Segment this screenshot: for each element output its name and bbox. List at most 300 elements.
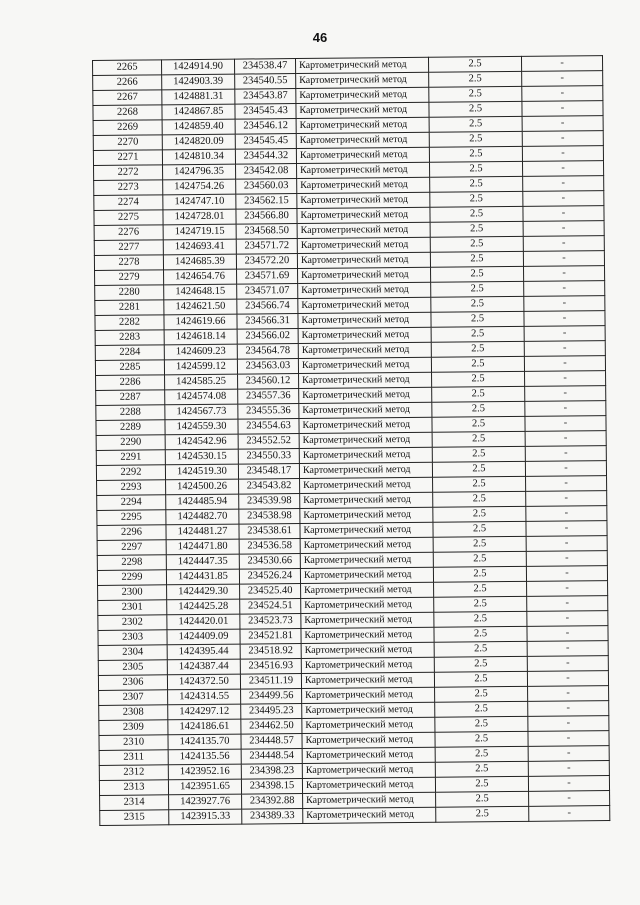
- accuracy-cell: 2.5: [430, 191, 523, 207]
- accuracy-cell: 2.5: [436, 806, 529, 822]
- accuracy-cell: 2.5: [435, 716, 528, 732]
- accuracy-cell: 2.5: [429, 131, 522, 147]
- accuracy-cell: 2.5: [435, 701, 528, 717]
- point-number-cell: 2285: [95, 360, 164, 376]
- extra-cell: -: [527, 626, 608, 642]
- x-coordinate-cell: 1424542.96: [165, 434, 238, 450]
- extra-cell: -: [526, 566, 607, 582]
- y-coordinate-cell: 234554.63: [238, 419, 299, 435]
- x-coordinate-cell: 1424881.31: [162, 89, 235, 105]
- method-cell: Картометрический метод: [296, 132, 429, 148]
- x-coordinate-cell: 1424482.70: [166, 509, 239, 525]
- y-coordinate-cell: 234526.24: [239, 569, 300, 585]
- accuracy-cell: 2.5: [429, 101, 522, 117]
- x-coordinate-cell: 1424719.15: [163, 224, 236, 240]
- extra-cell: -: [524, 326, 605, 342]
- x-coordinate-cell: 1424559.30: [165, 419, 238, 435]
- y-coordinate-cell: 234398.15: [241, 779, 302, 795]
- extra-cell: -: [521, 56, 602, 72]
- method-cell: Картометрический метод: [300, 507, 433, 523]
- x-coordinate-cell: 1424599.12: [164, 359, 237, 375]
- extra-cell: -: [528, 746, 609, 762]
- x-coordinate-cell: 1424519.30: [165, 464, 238, 480]
- extra-cell: -: [523, 251, 604, 267]
- point-number-cell: 2295: [97, 510, 166, 526]
- accuracy-cell: 2.5: [429, 71, 522, 87]
- x-coordinate-cell: 1424186.61: [168, 719, 241, 735]
- method-cell: Картометрический метод: [300, 567, 433, 583]
- accuracy-cell: 2.5: [435, 761, 528, 777]
- accuracy-cell: 2.5: [433, 476, 526, 492]
- accuracy-cell: 2.5: [434, 611, 527, 627]
- extra-cell: -: [522, 116, 603, 132]
- x-coordinate-cell: 1424395.44: [167, 644, 240, 660]
- extra-cell: -: [527, 611, 608, 627]
- method-cell: Картометрический метод: [302, 747, 435, 763]
- method-cell: Картометрический метод: [300, 522, 433, 538]
- point-number-cell: 2304: [98, 645, 167, 661]
- y-coordinate-cell: 234462.50: [241, 719, 302, 735]
- extra-cell: -: [527, 641, 608, 657]
- coordinates-table-wrap: [92, 55, 610, 826]
- accuracy-cell: 2.5: [431, 356, 524, 372]
- method-cell: Картометрический метод: [301, 627, 434, 643]
- extra-cell: -: [528, 731, 609, 747]
- y-coordinate-cell: 234543.82: [239, 479, 300, 495]
- accuracy-cell: 2.5: [430, 236, 523, 252]
- x-coordinate-cell: 1424425.28: [167, 599, 240, 615]
- accuracy-cell: 2.5: [429, 161, 522, 177]
- x-coordinate-cell: 1423927.76: [169, 794, 242, 810]
- y-coordinate-cell: 234538.98: [239, 509, 300, 525]
- method-cell: Картометрический метод: [298, 327, 431, 343]
- accuracy-cell: 2.5: [432, 371, 525, 387]
- point-number-cell: 2291: [96, 450, 165, 466]
- y-coordinate-cell: 234538.47: [234, 59, 295, 75]
- extra-cell: -: [523, 221, 604, 237]
- point-number-cell: 2281: [95, 300, 164, 316]
- x-coordinate-cell: 1424648.15: [164, 284, 237, 300]
- method-cell: Картометрический метод: [297, 177, 430, 193]
- accuracy-cell: 2.5: [430, 206, 523, 222]
- y-coordinate-cell: 234564.78: [237, 344, 298, 360]
- method-cell: Картометрический метод: [299, 417, 432, 433]
- extra-cell: -: [527, 596, 608, 612]
- point-number-cell: 2302: [98, 615, 167, 631]
- point-number-cell: 2286: [96, 375, 165, 391]
- extra-cell: -: [527, 581, 608, 597]
- point-number-cell: 2310: [99, 735, 168, 751]
- method-cell: Картометрический метод: [298, 282, 431, 298]
- y-coordinate-cell: 234566.80: [236, 209, 297, 225]
- extra-cell: -: [525, 371, 606, 387]
- method-cell: Картометрический метод: [296, 87, 429, 103]
- point-number-cell: 2292: [96, 465, 165, 481]
- extra-cell: -: [523, 191, 604, 207]
- extra-cell: -: [528, 686, 609, 702]
- method-cell: Картометрический метод: [297, 162, 430, 178]
- method-cell: Картометрический метод: [299, 447, 432, 463]
- extra-cell: -: [526, 536, 607, 552]
- x-coordinate-cell: 1424859.40: [162, 119, 235, 135]
- y-coordinate-cell: 234557.36: [238, 389, 299, 405]
- extra-cell: -: [524, 296, 605, 312]
- method-cell: Картометрический метод: [300, 477, 433, 493]
- x-coordinate-cell: 1424685.39: [163, 254, 236, 270]
- y-coordinate-cell: 234499.56: [241, 689, 302, 705]
- coordinates-table-body: [93, 56, 610, 826]
- method-cell: Картометрический метод: [298, 312, 431, 328]
- accuracy-cell: 2.5: [434, 671, 527, 687]
- accuracy-cell: 2.5: [431, 326, 524, 342]
- accuracy-cell: 2.5: [431, 341, 524, 357]
- method-cell: Картометрический метод: [298, 357, 431, 373]
- extra-cell: -: [524, 341, 605, 357]
- x-coordinate-cell: 1424481.27: [166, 524, 239, 540]
- accuracy-cell: 2.5: [429, 86, 522, 102]
- accuracy-cell: 2.5: [435, 776, 528, 792]
- point-number-cell: 2269: [93, 120, 162, 136]
- x-coordinate-cell: 1424387.44: [167, 659, 240, 675]
- point-number-cell: 2266: [93, 75, 162, 91]
- method-cell: Картометрический метод: [302, 777, 435, 793]
- y-coordinate-cell: 234560.03: [236, 179, 297, 195]
- x-coordinate-cell: 1424903.39: [162, 74, 235, 90]
- point-number-cell: 2298: [97, 555, 166, 571]
- accuracy-cell: 2.5: [433, 521, 526, 537]
- method-cell: Картометрический метод: [302, 717, 435, 733]
- extra-cell: -: [526, 551, 607, 567]
- extra-cell: -: [522, 146, 603, 162]
- x-coordinate-cell: 1424500.26: [166, 479, 239, 495]
- extra-cell: -: [522, 161, 603, 177]
- point-number-cell: 2300: [98, 585, 167, 601]
- accuracy-cell: 2.5: [433, 536, 526, 552]
- accuracy-cell: 2.5: [434, 596, 527, 612]
- accuracy-cell: 2.5: [432, 461, 525, 477]
- x-coordinate-cell: 1424485.94: [166, 494, 239, 510]
- extra-cell: -: [523, 176, 604, 192]
- extra-cell: -: [525, 461, 606, 477]
- y-coordinate-cell: 234538.61: [239, 524, 300, 540]
- y-coordinate-cell: 234518.92: [240, 644, 301, 660]
- y-coordinate-cell: 234448.57: [241, 734, 302, 750]
- point-number-cell: 2280: [95, 285, 164, 301]
- y-coordinate-cell: 234572.20: [236, 254, 297, 270]
- extra-cell: -: [525, 386, 606, 402]
- y-coordinate-cell: 234448.54: [241, 749, 302, 765]
- y-coordinate-cell: 234516.93: [240, 659, 301, 675]
- method-cell: Картометрический метод: [303, 792, 436, 808]
- x-coordinate-cell: 1424796.35: [163, 164, 236, 180]
- x-coordinate-cell: 1424447.35: [166, 554, 239, 570]
- x-coordinate-cell: 1424530.15: [165, 449, 238, 465]
- y-coordinate-cell: 234398.23: [241, 764, 302, 780]
- method-cell: Картометрический метод: [299, 402, 432, 418]
- extra-cell: -: [523, 206, 604, 222]
- point-number-cell: 2296: [97, 525, 166, 541]
- point-number-cell: 2294: [97, 495, 166, 511]
- extra-cell: -: [528, 761, 609, 777]
- x-coordinate-cell: 1424820.09: [162, 134, 235, 150]
- x-coordinate-cell: 1424914.90: [162, 59, 235, 75]
- method-cell: Картометрический метод: [301, 642, 434, 658]
- x-coordinate-cell: 1424574.08: [165, 389, 238, 405]
- accuracy-cell: 2.5: [431, 266, 524, 282]
- extra-cell: -: [525, 431, 606, 447]
- method-cell: Картометрический метод: [301, 582, 434, 598]
- y-coordinate-cell: 234562.15: [236, 194, 297, 210]
- y-coordinate-cell: 234548.17: [238, 464, 299, 480]
- accuracy-cell: 2.5: [436, 791, 529, 807]
- y-coordinate-cell: 234544.32: [235, 149, 296, 165]
- method-cell: Картометрический метод: [299, 432, 432, 448]
- extra-cell: -: [522, 101, 603, 117]
- coordinates-table: [92, 55, 610, 826]
- point-number-cell: 2311: [99, 750, 168, 766]
- extra-cell: -: [526, 491, 607, 507]
- accuracy-cell: 2.5: [430, 221, 523, 237]
- y-coordinate-cell: 234525.40: [240, 584, 301, 600]
- x-coordinate-cell: 1424867.85: [162, 104, 235, 120]
- accuracy-cell: 2.5: [432, 431, 525, 447]
- x-coordinate-cell: 1424471.80: [166, 539, 239, 555]
- y-coordinate-cell: 234389.33: [242, 809, 303, 825]
- point-number-cell: 2313: [99, 780, 168, 796]
- method-cell: Картометрический метод: [296, 72, 429, 88]
- y-coordinate-cell: 234540.55: [235, 74, 296, 90]
- method-cell: Картометрический метод: [299, 372, 432, 388]
- x-coordinate-cell: 1424654.76: [164, 269, 237, 285]
- method-cell: Картометрический метод: [297, 192, 430, 208]
- point-number-cell: 2273: [94, 180, 163, 196]
- method-cell: Картометрический метод: [297, 222, 430, 238]
- y-coordinate-cell: 234568.50: [236, 224, 297, 240]
- x-coordinate-cell: 1424420.01: [167, 614, 240, 630]
- accuracy-cell: 2.5: [435, 746, 528, 762]
- extra-cell: -: [526, 521, 607, 537]
- x-coordinate-cell: 1424618.14: [164, 329, 237, 345]
- point-number-cell: 2307: [99, 690, 168, 706]
- point-number-cell: 2303: [98, 630, 167, 646]
- accuracy-cell: 2.5: [432, 416, 525, 432]
- y-coordinate-cell: 234542.08: [236, 164, 297, 180]
- x-coordinate-cell: 1424431.85: [166, 569, 239, 585]
- method-cell: Картометрический метод: [298, 342, 431, 358]
- point-number-cell: 2265: [93, 60, 162, 76]
- x-coordinate-cell: 1424754.26: [163, 179, 236, 195]
- accuracy-cell: 2.5: [432, 386, 525, 402]
- point-number-cell: 2283: [95, 330, 164, 346]
- accuracy-cell: 2.5: [434, 656, 527, 672]
- x-coordinate-cell: 1424585.25: [165, 374, 238, 390]
- extra-cell: -: [524, 356, 605, 372]
- point-number-cell: 2287: [96, 390, 165, 406]
- point-number-cell: 2297: [97, 540, 166, 556]
- point-number-cell: 2293: [97, 480, 166, 496]
- point-number-cell: 2277: [94, 240, 163, 256]
- method-cell: Картометрический метод: [300, 492, 433, 508]
- x-coordinate-cell: 1424135.56: [168, 749, 241, 765]
- x-coordinate-cell: 1424314.55: [168, 689, 241, 705]
- y-coordinate-cell: 234563.03: [237, 359, 298, 375]
- method-cell: Картометрический метод: [302, 687, 435, 703]
- point-number-cell: 2278: [94, 255, 163, 271]
- x-coordinate-cell: 1424810.34: [162, 149, 235, 165]
- method-cell: Картометрический метод: [296, 117, 429, 133]
- accuracy-cell: 2.5: [432, 401, 525, 417]
- x-coordinate-cell: 1424747.10: [163, 194, 236, 210]
- method-cell: Картометрический метод: [299, 462, 432, 478]
- point-number-cell: 2288: [96, 405, 165, 421]
- method-cell: Картометрический метод: [301, 597, 434, 613]
- extra-cell: -: [526, 506, 607, 522]
- accuracy-cell: 2.5: [430, 176, 523, 192]
- y-coordinate-cell: 234545.45: [235, 134, 296, 150]
- x-coordinate-cell: 1424135.70: [168, 734, 241, 750]
- point-number-cell: 2284: [95, 345, 164, 361]
- y-coordinate-cell: 234546.12: [235, 119, 296, 135]
- accuracy-cell: 2.5: [434, 581, 527, 597]
- y-coordinate-cell: 234539.98: [239, 494, 300, 510]
- y-coordinate-cell: 234495.23: [241, 704, 302, 720]
- extra-cell: -: [527, 671, 608, 687]
- method-cell: Картометрический метод: [301, 672, 434, 688]
- extra-cell: -: [527, 656, 608, 672]
- accuracy-cell: 2.5: [429, 146, 522, 162]
- y-coordinate-cell: 234566.31: [237, 314, 298, 330]
- y-coordinate-cell: 234524.51: [240, 599, 301, 615]
- x-coordinate-cell: 1424429.30: [167, 584, 240, 600]
- x-coordinate-cell: 1423951.65: [168, 779, 241, 795]
- extra-cell: -: [525, 401, 606, 417]
- y-coordinate-cell: 234392.88: [242, 794, 303, 810]
- method-cell: Картометрический метод: [297, 252, 430, 268]
- y-coordinate-cell: 234560.12: [238, 374, 299, 390]
- y-coordinate-cell: 234521.81: [240, 629, 301, 645]
- point-number-cell: 2289: [96, 420, 165, 436]
- y-coordinate-cell: 234543.87: [235, 89, 296, 105]
- method-cell: Картометрический метод: [296, 102, 429, 118]
- accuracy-cell: 2.5: [433, 491, 526, 507]
- method-cell: Картометрический метод: [302, 702, 435, 718]
- extra-cell: -: [522, 131, 603, 147]
- method-cell: Картометрический метод: [300, 552, 433, 568]
- point-number-cell: 2268: [93, 105, 162, 121]
- method-cell: Картометрический метод: [301, 612, 434, 628]
- point-number-cell: 2299: [97, 570, 166, 586]
- method-cell: Картометрический метод: [298, 267, 431, 283]
- method-cell: Картометрический метод: [302, 732, 435, 748]
- accuracy-cell: 2.5: [429, 116, 522, 132]
- method-cell: Картометрический метод: [295, 57, 428, 73]
- extra-cell: -: [522, 71, 603, 87]
- accuracy-cell: 2.5: [433, 566, 526, 582]
- point-number-cell: 2306: [98, 675, 167, 691]
- extra-cell: -: [526, 476, 607, 492]
- point-number-cell: 2276: [94, 225, 163, 241]
- point-number-cell: 2314: [100, 795, 169, 811]
- method-cell: Картометрический метод: [302, 762, 435, 778]
- method-cell: Картометрический метод: [296, 147, 429, 163]
- x-coordinate-cell: 1424297.12: [168, 704, 241, 720]
- point-number-cell: 2272: [94, 165, 163, 181]
- extra-cell: -: [522, 86, 603, 102]
- point-number-cell: 2275: [94, 210, 163, 226]
- point-number-cell: 2290: [96, 435, 165, 451]
- accuracy-cell: 2.5: [435, 731, 528, 747]
- point-number-cell: 2301: [98, 600, 167, 616]
- point-number-cell: 2312: [99, 765, 168, 781]
- point-number-cell: 2274: [94, 195, 163, 211]
- extra-cell: -: [528, 776, 609, 792]
- extra-cell: -: [529, 806, 610, 822]
- point-number-cell: 2270: [93, 135, 162, 151]
- x-coordinate-cell: 1424693.41: [163, 239, 236, 255]
- method-cell: Картометрический метод: [297, 207, 430, 223]
- method-cell: Картометрический метод: [301, 657, 434, 673]
- x-coordinate-cell: 1424728.01: [163, 209, 236, 225]
- y-coordinate-cell: 234571.07: [237, 284, 298, 300]
- y-coordinate-cell: 234566.02: [237, 329, 298, 345]
- accuracy-cell: 2.5: [435, 686, 528, 702]
- extra-cell: -: [528, 701, 609, 717]
- method-cell: Картометрический метод: [303, 807, 436, 823]
- y-coordinate-cell: 234555.36: [238, 404, 299, 420]
- y-coordinate-cell: 234566.74: [237, 299, 298, 315]
- accuracy-cell: 2.5: [431, 281, 524, 297]
- y-coordinate-cell: 234571.72: [236, 239, 297, 255]
- method-cell: Картометрический метод: [298, 297, 431, 313]
- accuracy-cell: 2.5: [433, 506, 526, 522]
- accuracy-cell: 2.5: [431, 296, 524, 312]
- accuracy-cell: 2.5: [428, 56, 521, 72]
- accuracy-cell: 2.5: [432, 446, 525, 462]
- x-coordinate-cell: 1424567.73: [165, 404, 238, 420]
- extra-cell: -: [524, 281, 605, 297]
- accuracy-cell: 2.5: [431, 311, 524, 327]
- x-coordinate-cell: 1424372.50: [167, 674, 240, 690]
- x-coordinate-cell: 1424409.09: [167, 629, 240, 645]
- accuracy-cell: 2.5: [434, 641, 527, 657]
- accuracy-cell: 2.5: [434, 626, 527, 642]
- point-number-cell: 2308: [99, 705, 168, 721]
- method-cell: Картометрический метод: [297, 237, 430, 253]
- point-number-cell: 2309: [99, 720, 168, 736]
- y-coordinate-cell: 234536.58: [239, 539, 300, 555]
- extra-cell: -: [524, 266, 605, 282]
- x-coordinate-cell: 1424619.66: [164, 314, 237, 330]
- y-coordinate-cell: 234550.33: [238, 449, 299, 465]
- point-number-cell: 2267: [93, 90, 162, 106]
- accuracy-cell: 2.5: [433, 551, 526, 567]
- extra-cell: -: [525, 446, 606, 462]
- method-cell: Картометрический метод: [299, 387, 432, 403]
- extra-cell: -: [528, 716, 609, 732]
- y-coordinate-cell: 234511.19: [240, 674, 301, 690]
- y-coordinate-cell: 234530.66: [239, 554, 300, 570]
- y-coordinate-cell: 234545.43: [235, 104, 296, 120]
- point-number-cell: 2305: [98, 660, 167, 676]
- y-coordinate-cell: 234552.52: [238, 434, 299, 450]
- y-coordinate-cell: 234523.73: [240, 614, 301, 630]
- point-number-cell: 2315: [100, 810, 169, 826]
- page-number: 46: [312, 30, 328, 45]
- y-coordinate-cell: 234571.69: [237, 269, 298, 285]
- x-coordinate-cell: 1424621.50: [164, 299, 237, 315]
- point-number-cell: 2279: [95, 270, 164, 286]
- x-coordinate-cell: 1423952.16: [168, 764, 241, 780]
